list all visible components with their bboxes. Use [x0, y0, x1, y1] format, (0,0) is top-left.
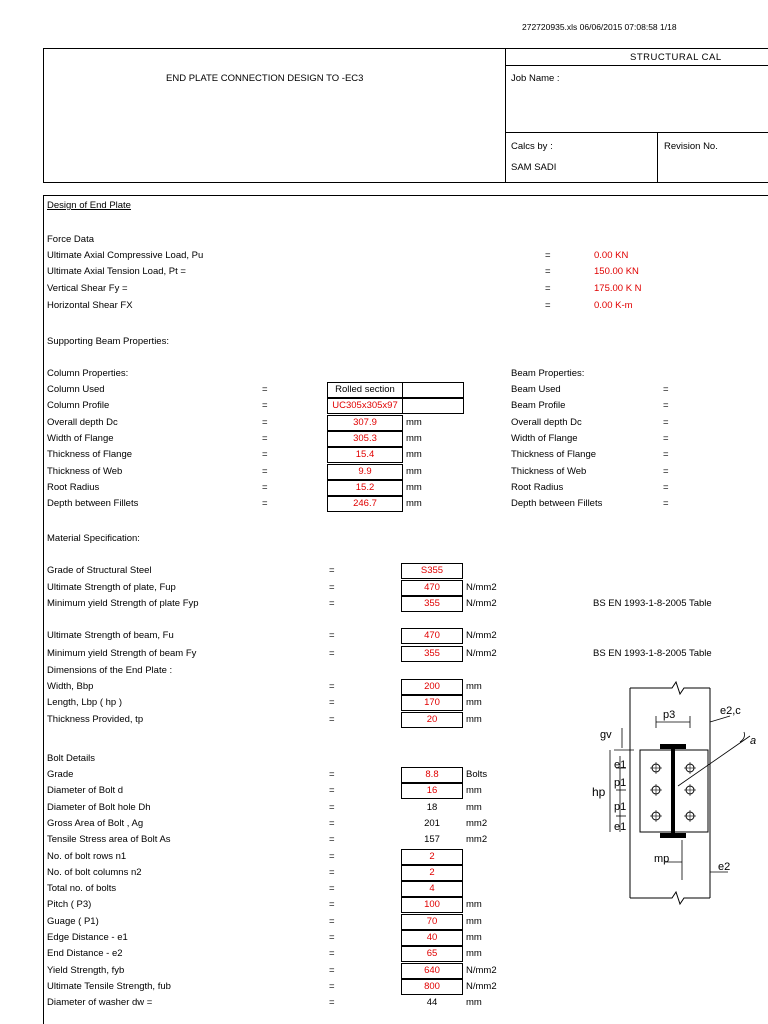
unit-label: mm2: [466, 834, 488, 846]
equals-sign: =: [329, 997, 335, 1009]
beam-props-heading: Beam Properties:: [511, 368, 585, 379]
equals-sign: =: [663, 416, 669, 428]
supporting-heading: Supporting Beam Properties:: [47, 336, 169, 347]
column-prop-label: Thickness of Flange: [47, 449, 133, 461]
equals-sign: =: [663, 498, 669, 510]
beam-prop-label: Beam Used: [511, 384, 561, 395]
column-used-extra-cell: [402, 382, 464, 398]
dimension-value: 20: [401, 712, 463, 728]
equals-sign: =: [663, 449, 669, 461]
beam-prop-label: Width of Flange: [511, 432, 578, 444]
unit-label: mm: [406, 498, 422, 510]
column-prop-value: 15.4: [327, 447, 403, 463]
job-name-label: Job Name :: [511, 73, 560, 84]
unit-label: N/mm2: [466, 582, 497, 593]
label-e2: e2: [718, 861, 731, 873]
equals-sign: =: [329, 565, 335, 576]
equals-sign: =: [329, 883, 335, 895]
reference-note: BS EN 1993-1-8-2005 Table: [593, 598, 712, 609]
unit-label: mm: [406, 465, 422, 477]
bolt-value: 201: [424, 817, 440, 829]
force-label: Ultimate Axial Compressive Load, Pu: [47, 250, 204, 261]
dimension-label: Length, Lbp ( hp ): [47, 697, 122, 709]
force-label: Vertical Shear Fy =: [47, 283, 128, 294]
beam-prop-label: Root Radius: [511, 481, 564, 493]
unit-label: mm: [466, 785, 482, 797]
equals-sign: =: [329, 785, 335, 797]
column-prop-value: 246.7: [327, 496, 403, 512]
equals-sign: =: [663, 384, 669, 395]
unit-label: N/mm2: [466, 630, 497, 641]
print-header: 272720935.xls 06/06/2015 07:08:58 1/18: [522, 22, 677, 32]
equals-sign: =: [329, 681, 335, 692]
equals-sign: =: [262, 432, 268, 444]
label-p1-mid: p1: [614, 801, 627, 813]
label-mp: mp: [654, 853, 670, 865]
force-value: 0.00 KN: [594, 250, 629, 261]
end-plate-diagram: [570, 676, 768, 908]
force-value: 0.00 K-m: [594, 300, 633, 311]
bolt-value: 8.8: [401, 767, 463, 783]
equals-sign: =: [329, 801, 335, 813]
calcs-by-value: SAM SADI: [511, 162, 557, 173]
bolt-label: Gross Area of Bolt , Ag: [47, 817, 144, 829]
column-prop-value: 15.2: [327, 480, 403, 496]
unit-label: mm: [466, 681, 482, 692]
unit-label: N/mm2: [466, 598, 497, 609]
column-prop-label: Depth between Fillets: [47, 498, 139, 510]
material-label: Ultimate Strength of beam, Fu: [47, 630, 174, 641]
label-e2c: e2,c: [720, 705, 741, 717]
unit-label: mm: [466, 713, 482, 725]
unit-label: mm2: [466, 817, 488, 829]
equals-sign: =: [329, 948, 335, 960]
label-a: a: [750, 735, 757, 747]
unit-label: N/mm2: [466, 964, 497, 976]
equals-sign: =: [329, 598, 335, 609]
bolt-label: Pitch ( P3): [47, 899, 92, 911]
material-label: Minimum yield Strength of plate Fyp: [47, 598, 199, 609]
bolt-value: 800: [401, 979, 463, 995]
dimension-value: 200: [401, 679, 463, 695]
unit-label: mm: [466, 948, 482, 960]
equals-sign: =: [545, 283, 551, 294]
label-e1-bottom: e1: [614, 821, 627, 833]
bolt-value: 640: [401, 963, 463, 979]
equals-sign: =: [329, 866, 335, 878]
beam-prop-label: Overall depth Dc: [511, 416, 582, 428]
equals-sign: =: [329, 834, 335, 846]
bolt-label: No. of bolt columns n2: [47, 866, 142, 878]
calcs-by-label: Calcs by :: [511, 141, 553, 152]
bolt-value: 100: [401, 897, 463, 913]
column-props-heading: Column Properties:: [47, 368, 129, 379]
column-prop-label: Root Radius: [47, 481, 100, 493]
bolt-label: Diameter of Bolt d: [47, 785, 124, 797]
column-prop-label: Column Profile: [47, 400, 110, 412]
bolt-label: Ultimate Tensile Strength, fub: [47, 980, 171, 992]
bolt-value: 157: [424, 834, 440, 846]
material-value: 355: [401, 596, 463, 612]
material-heading: Material Specification:: [47, 533, 140, 544]
equals-sign: =: [262, 465, 268, 477]
equals-sign: =: [329, 850, 335, 862]
unit-label: Bolts: [466, 769, 488, 780]
structural-cal-label: STRUCTURAL CAL: [630, 52, 722, 63]
revision-label: Revision No.: [664, 141, 718, 152]
unit-label: mm: [406, 432, 422, 444]
bolt-value: 65: [401, 946, 463, 962]
beam-prop-label: Depth between Fillets: [511, 498, 603, 510]
equals-sign: =: [329, 899, 335, 911]
equals-sign: =: [545, 250, 551, 261]
column-prop-label: Width of Flange: [47, 432, 114, 444]
equals-sign: =: [663, 481, 669, 493]
bolt-label: Diameter of washer dw =: [47, 997, 153, 1009]
label-hp: hp: [592, 785, 606, 799]
equals-sign: =: [329, 648, 335, 659]
column-profile-extra-cell: [402, 398, 464, 414]
unit-label: mm: [466, 801, 482, 813]
unit-label: mm: [406, 481, 422, 493]
document-title: END PLATE CONNECTION DESIGN TO -EC3: [166, 73, 364, 84]
equals-sign: =: [329, 713, 335, 725]
column-prop-label: Column Used: [47, 384, 105, 395]
section-title: Design of End Plate: [47, 200, 131, 211]
dimension-value: 170: [401, 695, 463, 711]
beam-prop-label: Thickness of Web: [511, 465, 587, 477]
column-prop-value: 305.3: [327, 431, 403, 447]
bolt-label: No. of bolt rows n1: [47, 850, 127, 862]
column-prop-value: Rolled section: [327, 382, 403, 398]
bolt-label: Guage ( P1): [47, 915, 99, 927]
material-value: 355: [401, 646, 463, 662]
unit-label: N/mm2: [466, 648, 497, 659]
unit-label: mm: [466, 915, 482, 927]
equals-sign: =: [329, 915, 335, 927]
bolt-value: 44: [426, 997, 438, 1009]
material-label: Minimum yield Strength of beam Fy: [47, 648, 197, 659]
bolt-value: 18: [426, 801, 438, 813]
equals-sign: =: [329, 630, 335, 641]
unit-label: mm: [466, 932, 482, 943]
unit-label: mm: [466, 697, 482, 709]
bolt-value: 2: [401, 865, 463, 881]
column-prop-value: 307.9: [327, 415, 403, 431]
unit-label: mm: [466, 899, 482, 911]
bolt-value: 2: [401, 849, 463, 865]
equals-sign: =: [329, 964, 335, 976]
beam-prop-label: Thickness of Flange: [511, 449, 597, 461]
equals-sign: =: [262, 416, 268, 428]
equals-sign: =: [663, 465, 669, 477]
material-label: Grade of Structural Steel: [47, 565, 152, 576]
column-prop-value: UC305x305x97: [327, 398, 403, 414]
force-value: 175.00 K N: [594, 283, 642, 294]
label-p1-top: p1: [614, 777, 627, 789]
column-prop-label: Thickness of Web: [47, 465, 123, 477]
bolt-label: Total no. of bolts: [47, 883, 117, 895]
equals-sign: =: [329, 932, 335, 943]
equals-sign: =: [262, 449, 268, 461]
material-value: 470: [401, 628, 463, 644]
equals-sign: =: [329, 769, 335, 780]
bolt-label: Tensile Stress area of Bolt As: [47, 834, 171, 846]
force-label: Horizontal Shear FX: [47, 300, 133, 311]
label-gv: gv: [600, 729, 612, 741]
label-e1-top: e1: [614, 759, 627, 771]
bolt-value: 70: [401, 914, 463, 930]
bolt-label: Edge Distance - e1: [47, 932, 128, 943]
dimensions-heading: Dimensions of the End Plate :: [47, 665, 173, 676]
unit-label: mm: [406, 416, 422, 428]
bolt-label: Grade: [47, 769, 74, 780]
dimension-label: Thickness Provided, tp: [47, 713, 144, 725]
bolt-value: 40: [401, 930, 463, 946]
material-label: Ultimate Strength of plate, Fup: [47, 582, 176, 593]
equals-sign: =: [545, 300, 551, 311]
equals-sign: =: [329, 817, 335, 829]
bolt-heading: Bolt Details: [47, 753, 96, 764]
bolt-label: Diameter of Bolt hole Dh: [47, 801, 151, 813]
unit-label: mm: [406, 449, 422, 461]
equals-sign: =: [329, 980, 335, 992]
force-data-heading: Force Data: [47, 234, 94, 245]
equals-sign: =: [545, 266, 551, 277]
column-prop-label: Overall depth Dc: [47, 416, 118, 428]
bolt-label: Yield Strength, fyb: [47, 964, 125, 976]
material-value: S355: [401, 563, 463, 579]
equals-sign: =: [663, 432, 669, 444]
equals-sign: =: [262, 384, 268, 395]
equals-sign: =: [262, 481, 268, 493]
column-prop-value: 9.9: [327, 464, 403, 480]
unit-label: mm: [466, 997, 482, 1009]
equals-sign: =: [663, 400, 669, 412]
equals-sign: =: [262, 400, 268, 412]
force-label: Ultimate Axial Tension Load, Pt =: [47, 266, 186, 277]
beam-prop-label: Beam Profile: [511, 400, 566, 412]
bolt-value: 4: [401, 881, 463, 897]
equals-sign: =: [262, 498, 268, 510]
dimension-label: Width, Bbp: [47, 681, 94, 692]
force-value: 150.00 KN: [594, 266, 639, 277]
label-p3: p3: [663, 709, 676, 721]
material-value: 470: [401, 580, 463, 596]
reference-note: BS EN 1993-1-8-2005 Table: [593, 648, 712, 659]
equals-sign: =: [329, 697, 335, 709]
bolt-value: 16: [401, 783, 463, 799]
unit-label: N/mm2: [466, 980, 497, 992]
bolt-label: End Distance - e2: [47, 948, 123, 960]
equals-sign: =: [329, 582, 335, 593]
